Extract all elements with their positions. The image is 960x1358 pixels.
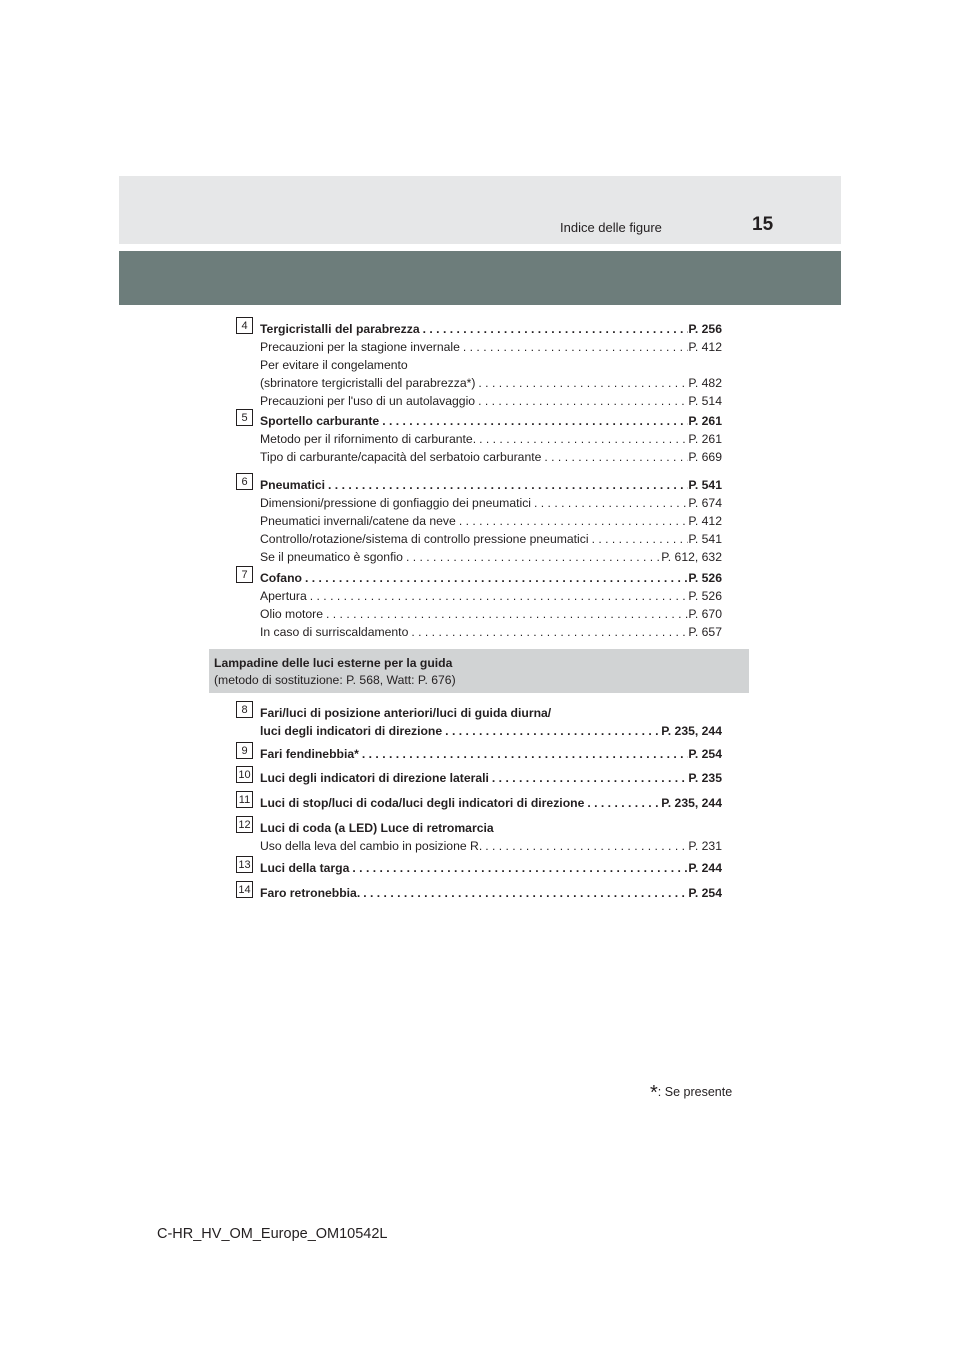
page-reference[interactable]: P. 235, 244 — [661, 796, 722, 810]
entry-title: Dimensioni/pressione di gonfiaggio dei pneumatici — [260, 496, 531, 510]
dot-leader — [541, 450, 688, 464]
index-row — [260, 603, 722, 621]
dot-leader — [475, 376, 688, 390]
header-band-light — [119, 176, 841, 244]
entry-title: Fari fendinebbia* — [260, 747, 359, 761]
page-reference[interactable]: P. 482 — [688, 376, 722, 390]
index-row — [260, 585, 722, 603]
dot-leader — [460, 340, 688, 354]
entry-title: Olio motore — [260, 607, 323, 621]
index-row — [260, 621, 722, 639]
dot-leader — [307, 589, 689, 603]
entry-title: Metodo per il rifornimento di carburante. — [260, 432, 477, 446]
index-row — [260, 390, 722, 408]
index-row — [260, 792, 722, 810]
page-reference[interactable]: P. 526 — [688, 571, 722, 585]
page-reference[interactable]: P. 674 — [688, 496, 722, 510]
page-reference[interactable]: P. 235 — [688, 771, 722, 785]
lamps-subheading: (metodo di sostituzione: P. 568, Watt: P. 676) — [214, 673, 456, 687]
entry-title: Luci di coda (a LED) Luce di retromarcia — [260, 821, 494, 835]
item-number-badge: 14 — [236, 881, 253, 898]
dot-leader — [489, 771, 688, 785]
dot-leader — [442, 724, 661, 738]
entry-title: luci degli indicatori di direzione — [260, 724, 443, 738]
dot-leader — [531, 496, 688, 510]
index-row — [260, 702, 722, 720]
index-row — [260, 474, 722, 492]
dot-leader — [589, 532, 689, 546]
dot-leader — [408, 625, 688, 639]
entry-title: Sportello carburante — [260, 414, 380, 428]
dot-leader — [379, 414, 688, 428]
index-row — [260, 428, 722, 446]
index-row — [260, 767, 722, 785]
entry-title: Luci di stop/luci di coda/luci degli indicatori di direzione — [260, 796, 585, 810]
entry-title: Per evitare il congelamento — [260, 358, 408, 372]
index-row — [260, 567, 722, 585]
section-title: Indice delle figure — [560, 220, 662, 235]
page-reference[interactable]: P. 254 — [688, 886, 722, 900]
index-row — [260, 446, 722, 464]
page-reference[interactable]: P. 261 — [688, 414, 722, 428]
dot-leader — [403, 550, 661, 564]
item-number-badge: 13 — [236, 856, 253, 873]
page-number: 15 — [752, 214, 774, 235]
index-row — [260, 510, 722, 528]
entry-title: Pneumatici — [260, 478, 326, 492]
page-reference[interactable]: P. 244 — [688, 861, 722, 875]
index-row — [260, 372, 722, 390]
index-row — [260, 720, 722, 738]
item-number-badge: 12 — [236, 816, 253, 833]
index-row — [260, 743, 722, 761]
item-number-badge: 9 — [236, 742, 253, 759]
dot-leader — [360, 886, 688, 900]
entry-title: Faro retronebbia. — [260, 886, 361, 900]
item-number-badge: 4 — [236, 317, 253, 334]
entry-title: Luci degli indicatori di direzione laterali — [260, 771, 489, 785]
dot-leader — [476, 432, 688, 446]
page-reference[interactable]: P. 235, 244 — [661, 724, 722, 738]
entry-title: Se il pneumatico è sgonfio — [260, 550, 403, 564]
entry-title: Tipo di carburante/capacità del serbatoio carburante — [260, 450, 542, 464]
entry-title: Precauzioni per la stagione invernale — [260, 340, 460, 354]
item-number-badge: 6 — [236, 473, 253, 490]
index-row — [260, 546, 722, 564]
page-reference[interactable]: P. 412 — [688, 340, 722, 354]
index-row — [260, 857, 722, 875]
page-reference[interactable]: P. 526 — [688, 589, 722, 603]
entry-title: Pneumatici invernali/catene da neve — [260, 514, 456, 528]
entry-title: Controllo/rotazione/sistema di controllo pressione pneumatici — [260, 532, 589, 546]
index-row — [260, 817, 722, 835]
page-reference[interactable]: P. 231 — [688, 839, 722, 853]
item-number-badge: 10 — [236, 766, 253, 783]
page-reference[interactable]: P. 256 — [688, 322, 722, 336]
index-row — [260, 835, 722, 853]
index-row — [260, 882, 722, 900]
page-reference[interactable]: P. 541 — [688, 532, 722, 546]
entry-title: Uso della leva del cambio in posizione R. — [260, 839, 483, 853]
item-number-badge: 7 — [236, 566, 253, 583]
dot-leader — [359, 747, 688, 761]
page-reference[interactable]: P. 612, 632 — [661, 550, 722, 564]
document-code: C-HR_HV_OM_Europe_OM10542L — [157, 1226, 388, 1242]
dot-leader — [349, 861, 688, 875]
dot-leader — [475, 394, 688, 408]
page-reference[interactable]: P. 261 — [688, 432, 722, 446]
entry-title: Fari/luci di posizione anteriori/luci di guida diurna/ — [260, 706, 552, 720]
entry-title: Cofano — [260, 571, 302, 585]
page-reference[interactable]: P. 254 — [688, 747, 722, 761]
page-reference[interactable]: P. 657 — [688, 625, 722, 639]
entry-title: (sbrinatore tergicristalli del parabrezza*) — [260, 376, 476, 390]
dot-leader — [482, 839, 688, 853]
item-number-badge: 5 — [236, 409, 253, 426]
page-reference[interactable]: P. 669 — [688, 450, 722, 464]
dot-leader — [323, 607, 688, 621]
footnote — [650, 1082, 732, 1105]
footnote-text: : Se presente — [657, 1085, 733, 1099]
index-row — [260, 492, 722, 510]
dot-leader — [456, 514, 689, 528]
footnote-mark: * — [650, 1082, 658, 1104]
item-number-badge: 8 — [236, 701, 253, 718]
dot-leader — [325, 478, 688, 492]
page-reference[interactable]: P. 514 — [688, 394, 722, 408]
page-reference[interactable]: P. 412 — [688, 514, 722, 528]
entry-title: Apertura — [260, 589, 307, 603]
entry-title: Precauzioni per l'uso di un autolavaggio — [260, 394, 476, 408]
index-row — [260, 336, 722, 354]
header-band-dark — [119, 251, 841, 305]
dot-leader — [584, 796, 661, 810]
dot-leader — [420, 322, 689, 336]
entry-title: In caso di surriscaldamento — [260, 625, 409, 639]
item-number-badge: 11 — [236, 791, 253, 808]
page-reference[interactable]: P. 541 — [688, 478, 722, 492]
entry-title: Tergicristalli del parabrezza — [260, 322, 420, 336]
index-row — [260, 354, 722, 372]
lamps-heading: Lampadine delle luci esterne per la guida — [214, 656, 453, 670]
entry-title: Luci della targa — [260, 861, 350, 875]
index-row — [260, 318, 722, 336]
index-row — [260, 528, 722, 546]
dot-leader — [302, 571, 688, 585]
index-row — [260, 410, 722, 428]
page-reference[interactable]: P. 670 — [688, 607, 722, 621]
